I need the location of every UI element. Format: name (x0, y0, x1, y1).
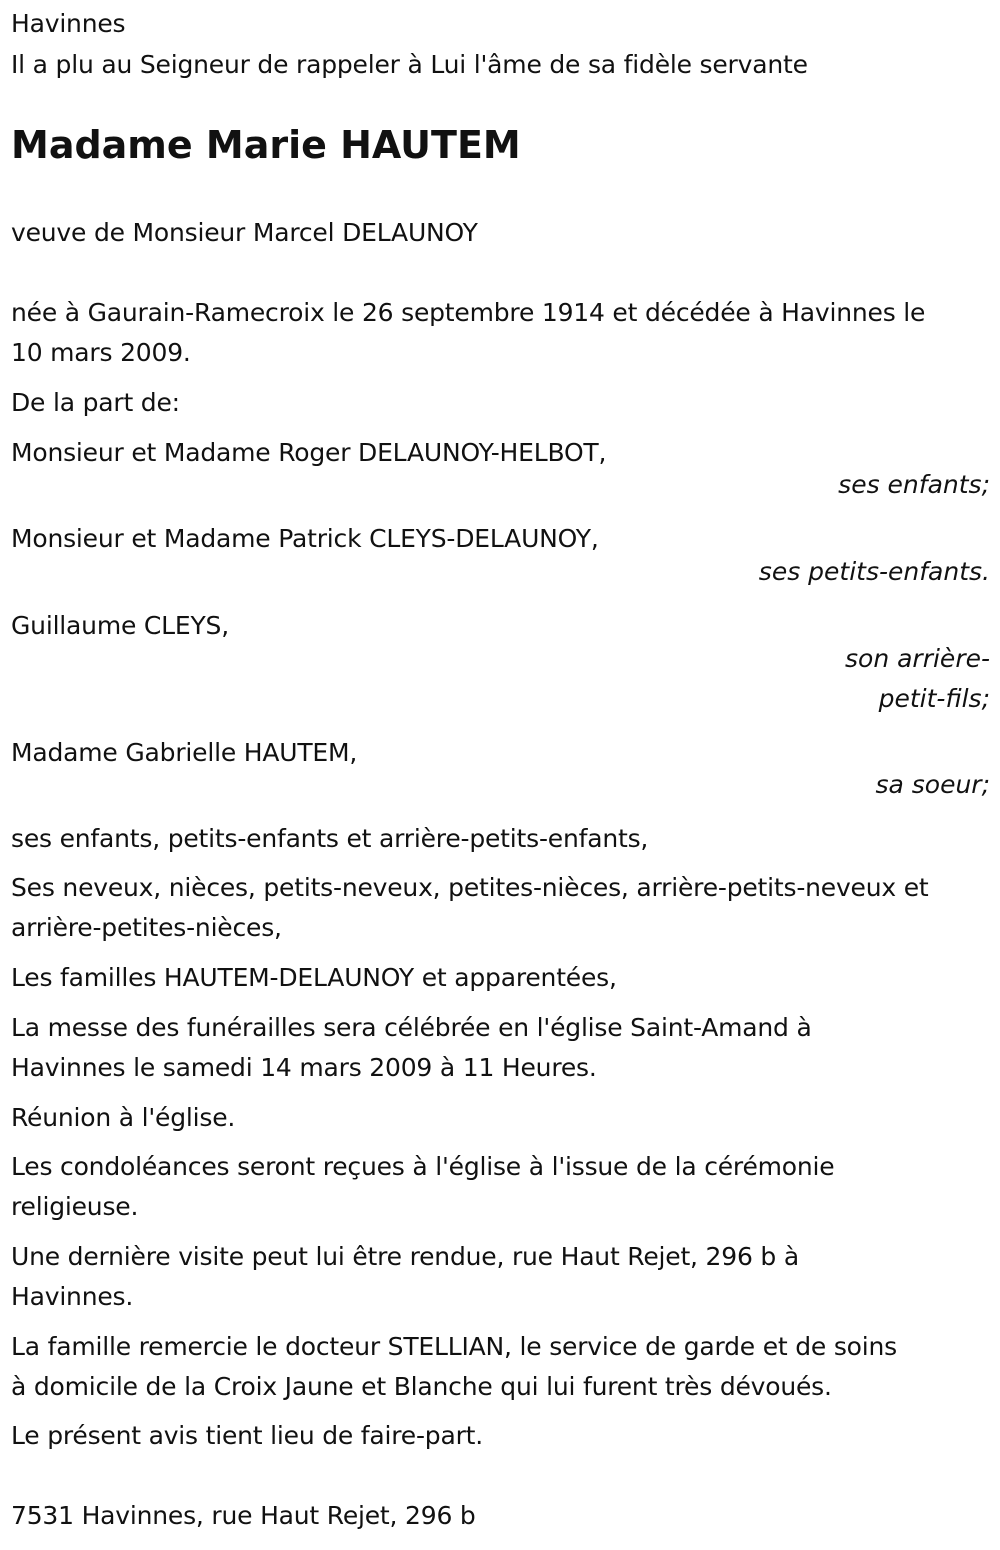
family-member-relation: ses petits-enfants. (758, 557, 990, 586)
family-member-name: Madame Gabrielle HAUTEM, (11, 738, 358, 767)
closing-line: Le présent avis tient lieu de faire-part. (11, 1421, 484, 1450)
place-name: Havinnes (11, 9, 126, 38)
mass-line-1: La messe des funérailles sera célébrée en l'église Saint-Amand à (11, 1013, 812, 1042)
deceased-name: Madame Marie HAUTEM (11, 123, 521, 167)
mass-line-2: Havinnes le samedi 14 mars 2009 à 11 Heures. (11, 1053, 597, 1082)
thanks-line-2: à domicile de la Croix Jaune et Blanche qui lui furent très dévoués. (11, 1372, 832, 1401)
nephews-line-2: arrière-petites-nièces, (11, 913, 282, 942)
family-member-relation: sa soeur; (875, 770, 990, 799)
family-member-name: Monsieur et Madame Roger DELAUNOY-HELBOT, (11, 438, 607, 467)
family-member-relation: petit-fils; (878, 684, 990, 713)
birth-death-line-1: née à Gaurain-Ramecroix le 26 septembre 1914 et décédée à Havinnes le (11, 298, 926, 327)
family-member-name: Guillaume CLEYS, (11, 611, 229, 640)
from-label: De la part de: (11, 388, 180, 417)
visit-line-1: Une dernière visite peut lui être rendue, rue Haut Rejet, 296 b à (11, 1242, 799, 1271)
widow-of: veuve de Monsieur Marcel DELAUNOY (11, 218, 478, 247)
birth-death-line-2: 10 mars 2009. (11, 338, 191, 367)
meeting-line: Réunion à l'église. (11, 1103, 236, 1132)
address-line: 7531 Havinnes, rue Haut Rejet, 296 b (11, 1501, 476, 1530)
family-member-relation: son arrière- (845, 644, 990, 673)
condolences-line-1: Les condoléances seront reçues à l'église à l'issue de la cérémonie (11, 1152, 835, 1181)
nephews-line-1: Ses neveux, nièces, petits-neveux, petites-nièces, arrière-petits-neveux et (11, 873, 929, 902)
condolences-line-2: religieuse. (11, 1192, 139, 1221)
family-member-name: Monsieur et Madame Patrick CLEYS-DELAUNOY, (11, 524, 599, 553)
intro-text: Il a plu au Seigneur de rappeler à Lui l'âme de sa fidèle servante (11, 50, 808, 79)
families-line: Les familles HAUTEM-DELAUNOY et apparentées, (11, 963, 617, 992)
descendants-line: ses enfants, petits-enfants et arrière-petits-enfants, (11, 824, 649, 853)
family-member-relation: ses enfants; (838, 470, 990, 499)
visit-line-2: Havinnes. (11, 1282, 134, 1311)
thanks-line-1: La famille remercie le docteur STELLIAN, le service de garde et de soins (11, 1332, 897, 1361)
